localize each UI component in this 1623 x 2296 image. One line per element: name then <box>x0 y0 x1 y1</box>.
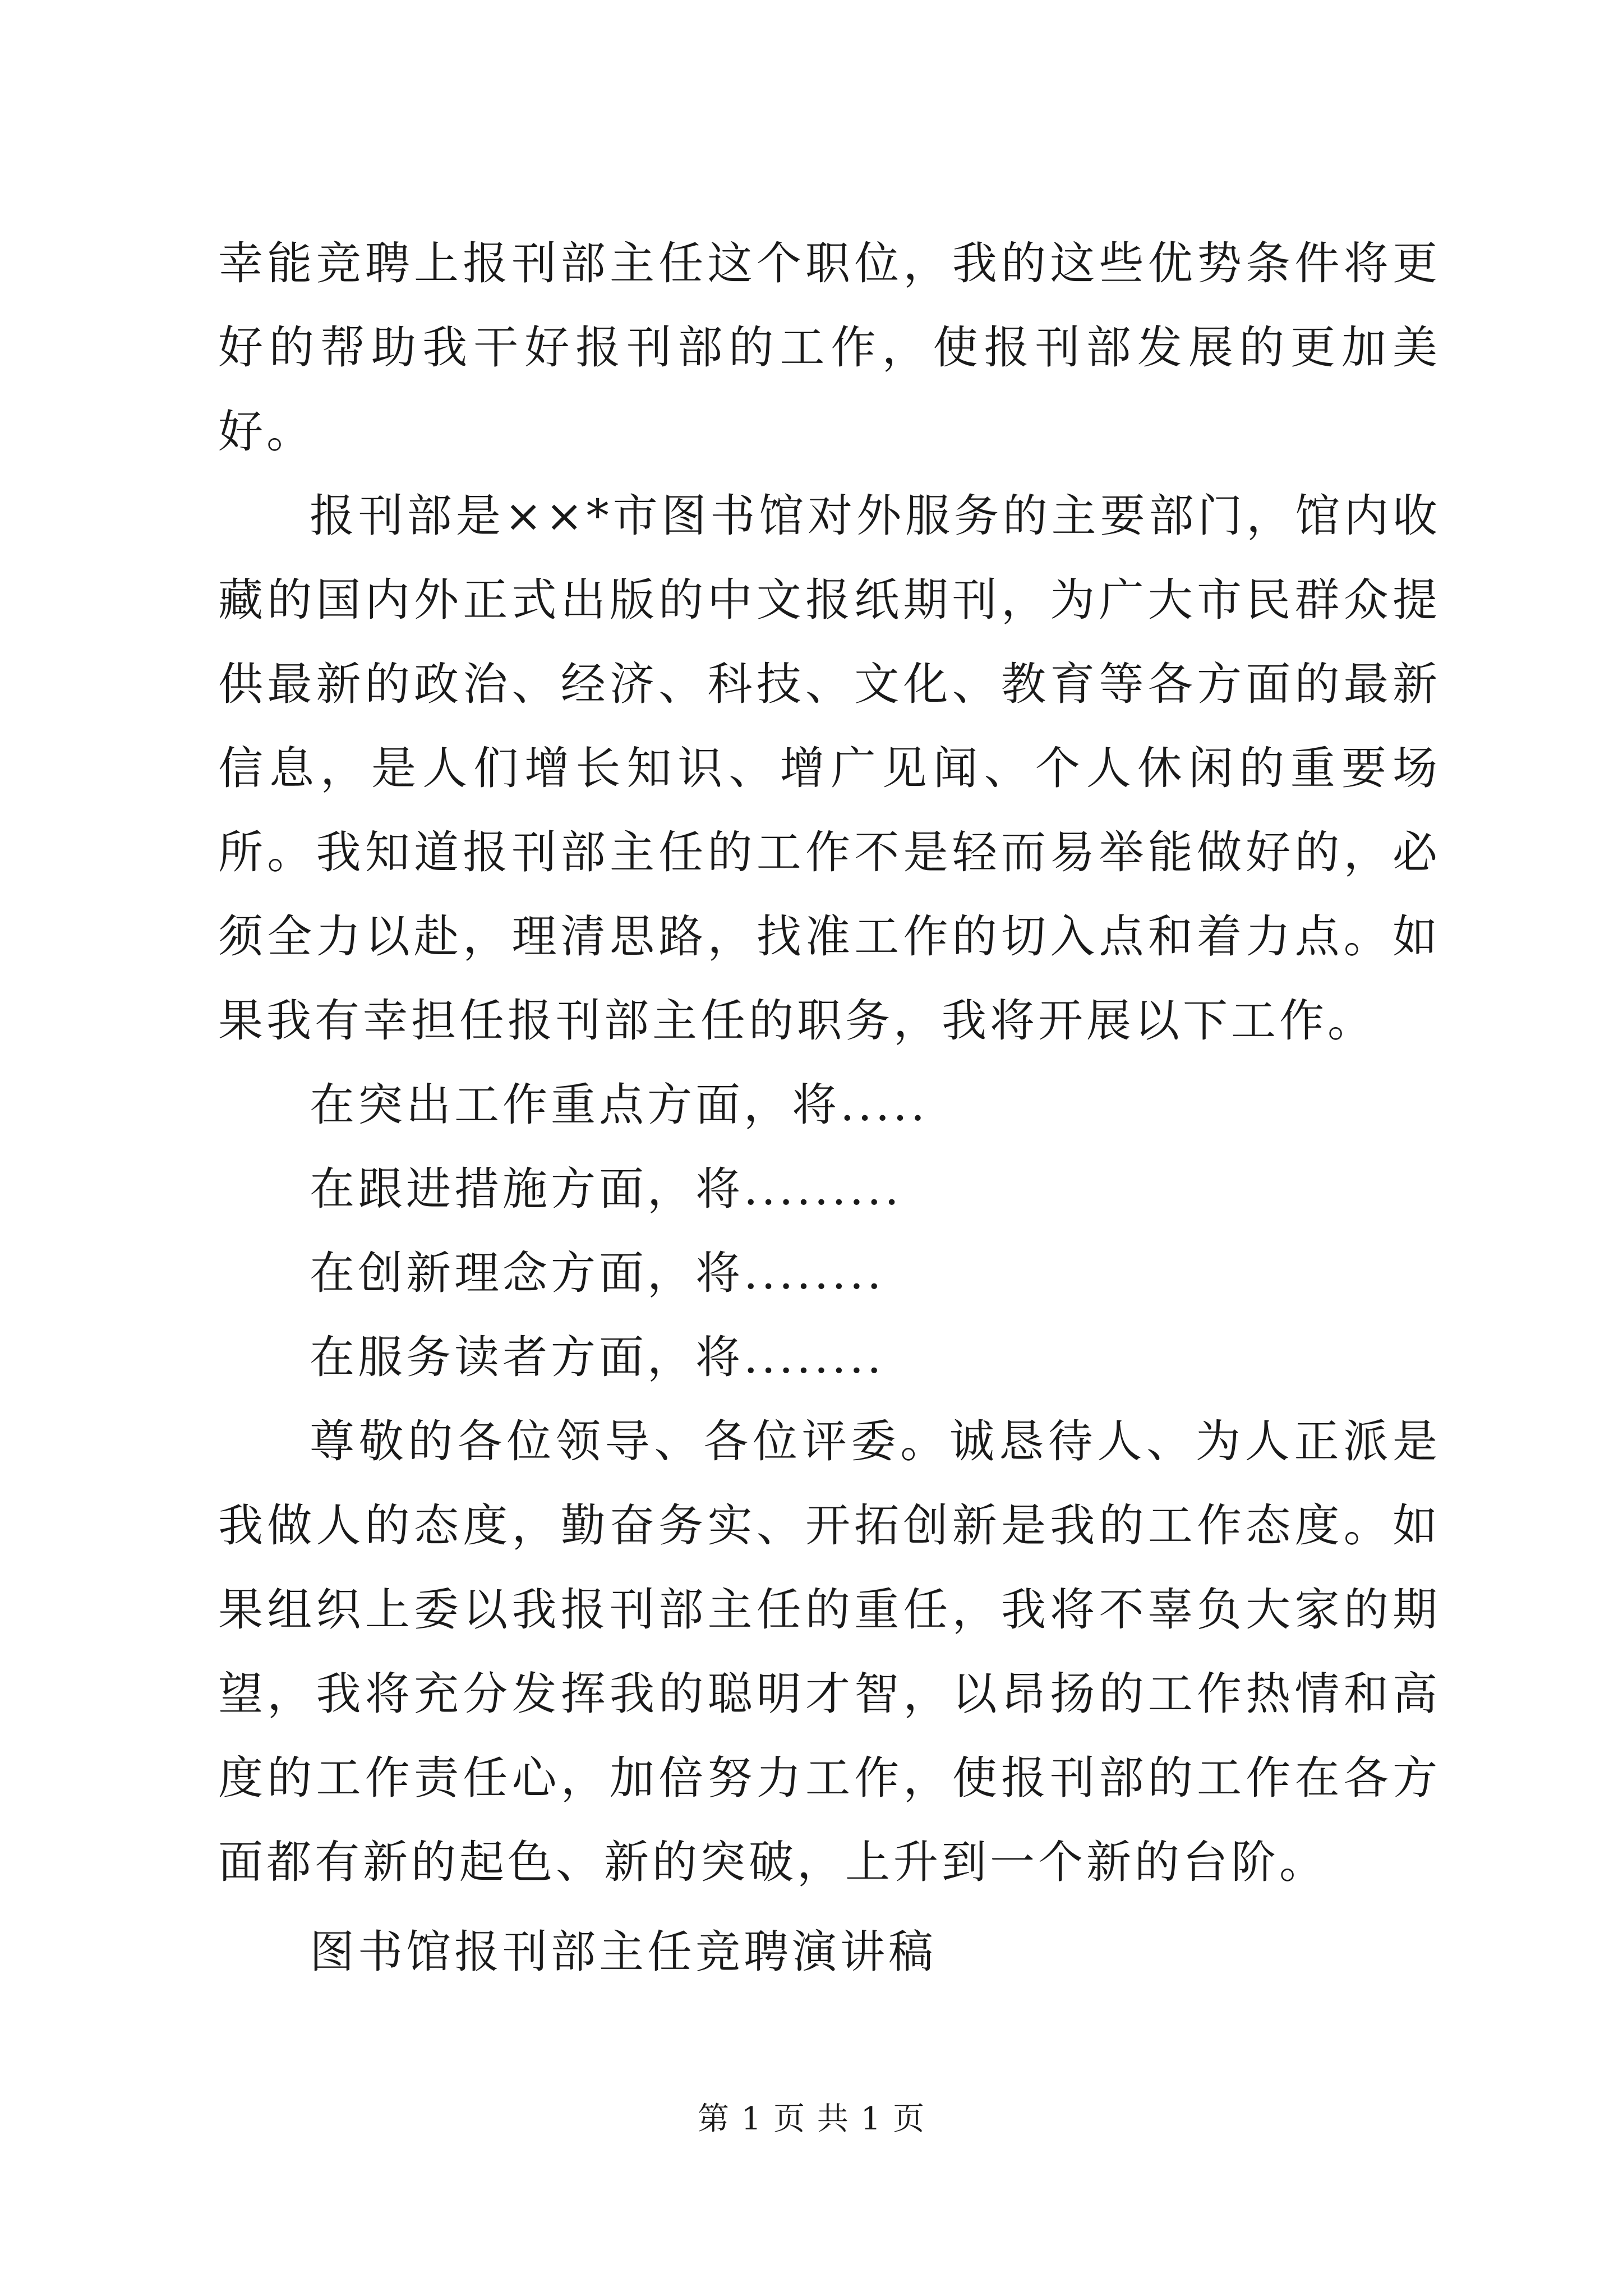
paragraph-closing: 尊敬的各位领导、各位评委。诚恳待人、为人正派是我做人的态度，勤奋务实、开拓创新是我的工作态度。如果组织上委以我报刊部主任的重任，我将不辜负大家的期望，我将充分发挥我的聪明才智，以昂扬的工作热情和高度的工作责任心，加倍努力工作，使报刊部的工作在各方面都有新的起色、新的突破，上升到一个新的台阶。 <box>218 1415 1441 1888</box>
paragraph-department-intro: 报刊部是××*市图书馆对外服务的主要部门，馆内收藏的国内外正式出版的中文报纸期刊，为广大市民群众提供最新的政治、经济、科技、文化、教育等各方面的最新信息，是人们增长知识、增广见闻、个人休闲的重要场所。我知道报刊部主任的工作不是轻而易举能做好的，必须全力以赴，理清思路，找准工作的切入点和着力点。如果我有幸担任报刊部主任的职务，我将开展以下工作。 <box>218 490 1441 1047</box>
paragraph-continuation: 幸能竞聘上报刊部主任这个职位，我的这些优势条件将更好的帮助我干好报刊部的工作，使报刊部发展的更加美好。 <box>218 237 1441 458</box>
page-number-footer: 第 1 页 共 1 页 <box>697 2101 926 2137</box>
paragraph-innovation: 在创新理念方面，将........ <box>310 1247 885 1299</box>
document-body <box>218 222 1441 1994</box>
paragraph-reader-service: 在服务读者方面，将........ <box>310 1331 885 1383</box>
paragraph-work-focus: 在突出工作重点方面，将..... <box>310 1079 929 1131</box>
paragraph-follow-up: 在跟进措施方面，将......... <box>310 1163 902 1215</box>
paragraph-title-line: 图书馆报刊部主任竞聘演讲稿 <box>310 1926 937 1978</box>
